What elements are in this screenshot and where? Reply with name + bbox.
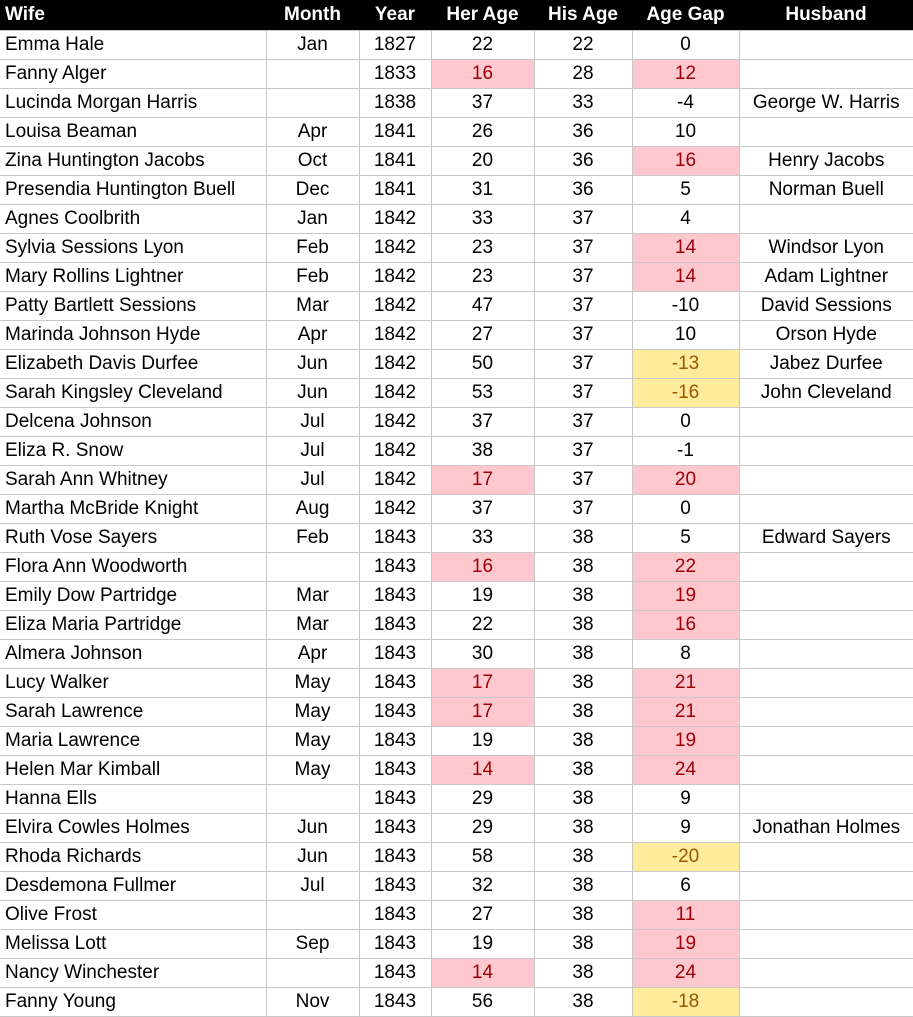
cell-her-age[interactable]: 17 <box>431 465 534 494</box>
table-row <box>0 262 913 291</box>
cell-husband[interactable] <box>739 552 913 581</box>
cell-his-age[interactable]: 37 <box>534 262 632 291</box>
cell-wife[interactable]: Eliza R. Snow <box>0 436 266 465</box>
cell-her-age[interactable]: 26 <box>431 117 534 146</box>
cell-month[interactable]: Jul <box>266 871 359 900</box>
cell-her-age[interactable]: 29 <box>431 784 534 813</box>
cell-his-age[interactable]: 38 <box>534 900 632 929</box>
table-row <box>0 378 913 407</box>
table-row <box>0 900 913 929</box>
table-header <box>0 0 913 30</box>
cell-his-age[interactable]: 36 <box>534 175 632 204</box>
header-his-age[interactable]: His Age <box>547 3 619 25</box>
cell-year[interactable]: 1843 <box>359 871 431 900</box>
cell-age-gap[interactable]: 4 <box>632 204 739 233</box>
cell-husband[interactable]: Jonathan Holmes <box>739 813 913 842</box>
cell-her-age[interactable]: 17 <box>431 697 534 726</box>
cell-her-age[interactable]: 29 <box>431 813 534 842</box>
cell-wife[interactable]: Patty Bartlett Sessions <box>0 291 266 320</box>
cell-his-age[interactable]: 33 <box>534 88 632 117</box>
cell-his-age[interactable]: 28 <box>534 59 632 88</box>
cell-wife[interactable]: Elvira Cowles Holmes <box>0 813 266 842</box>
cell-her-age[interactable]: 37 <box>431 494 534 523</box>
cell-husband[interactable]: Norman Buell <box>739 175 913 204</box>
header-year[interactable]: Year <box>374 3 416 25</box>
table-row <box>0 204 913 233</box>
cell-year[interactable]: 1827 <box>359 30 431 59</box>
cell-her-age[interactable]: 47 <box>431 291 534 320</box>
cell-his-age[interactable]: 38 <box>534 639 632 668</box>
cell-month[interactable]: Feb <box>266 233 359 262</box>
cell-month[interactable] <box>266 958 359 987</box>
cell-month[interactable]: Mar <box>266 581 359 610</box>
cell-husband[interactable]: George W. Harris <box>739 88 913 117</box>
table-row <box>0 842 913 871</box>
table-row <box>0 726 913 755</box>
cell-month[interactable]: Mar <box>266 610 359 639</box>
table-row <box>0 871 913 900</box>
table-row <box>0 987 913 1016</box>
table-row <box>0 639 913 668</box>
cell-age-gap[interactable]: 21 <box>632 697 739 726</box>
cell-her-age[interactable]: 38 <box>431 436 534 465</box>
cell-wife[interactable]: Nancy Winchester <box>0 958 266 987</box>
cell-wife[interactable]: Marinda Johnson Hyde <box>0 320 266 349</box>
cell-wife[interactable]: Emma Hale <box>0 30 266 59</box>
cell-husband[interactable] <box>739 59 913 88</box>
cell-month[interactable]: Jun <box>266 349 359 378</box>
table-row <box>0 320 913 349</box>
cell-his-age[interactable]: 37 <box>534 407 632 436</box>
cell-month[interactable] <box>266 552 359 581</box>
cell-wife[interactable]: Lucy Walker <box>0 668 266 697</box>
cell-husband[interactable] <box>739 958 913 987</box>
cell-his-age[interactable]: 37 <box>534 494 632 523</box>
cell-wife[interactable]: Hanna Ells <box>0 784 266 813</box>
cell-wife[interactable]: Helen Mar Kimball <box>0 755 266 784</box>
cell-husband[interactable] <box>739 30 913 59</box>
cell-husband[interactable] <box>739 407 913 436</box>
cell-age-gap[interactable]: 20 <box>632 465 739 494</box>
table-row <box>0 88 913 117</box>
cell-year[interactable]: 1842 <box>359 291 431 320</box>
cell-year[interactable]: 1843 <box>359 842 431 871</box>
cell-wife[interactable]: Agnes Coolbrith <box>0 204 266 233</box>
cell-age-gap[interactable]: 19 <box>632 929 739 958</box>
cell-wife[interactable]: Sarah Kingsley Cleveland <box>0 378 266 407</box>
cell-husband[interactable] <box>739 726 913 755</box>
cell-her-age[interactable]: 16 <box>431 552 534 581</box>
cell-his-age[interactable]: 38 <box>534 581 632 610</box>
table-row <box>0 233 913 262</box>
cell-her-age[interactable]: 30 <box>431 639 534 668</box>
cell-her-age[interactable]: 53 <box>431 378 534 407</box>
cell-husband[interactable]: David Sessions <box>739 291 913 320</box>
cell-wife[interactable]: Martha McBride Knight <box>0 494 266 523</box>
cell-husband[interactable] <box>739 668 913 697</box>
cell-age-gap[interactable]: 21 <box>632 668 739 697</box>
cell-age-gap[interactable]: 14 <box>632 233 739 262</box>
cell-his-age[interactable]: 38 <box>534 668 632 697</box>
table-row <box>0 755 913 784</box>
cell-month[interactable]: Jun <box>266 813 359 842</box>
cell-husband[interactable] <box>739 465 913 494</box>
cell-husband[interactable]: Jabez Durfee <box>739 349 913 378</box>
cell-his-age[interactable]: 38 <box>534 784 632 813</box>
cell-year[interactable]: 1842 <box>359 494 431 523</box>
cell-his-age[interactable]: 38 <box>534 929 632 958</box>
cell-husband[interactable] <box>739 639 913 668</box>
cell-month[interactable]: Jul <box>266 436 359 465</box>
cell-husband[interactable] <box>739 204 913 233</box>
cell-his-age[interactable]: 38 <box>534 726 632 755</box>
cell-age-gap[interactable]: 10 <box>632 117 739 146</box>
cell-his-age[interactable]: 38 <box>534 697 632 726</box>
cell-husband[interactable]: John Cleveland <box>739 378 913 407</box>
cell-year[interactable]: 1843 <box>359 726 431 755</box>
cell-wife[interactable]: Lucinda Morgan Harris <box>0 88 266 117</box>
header-month[interactable]: Month <box>284 3 341 25</box>
cell-year[interactable]: 1843 <box>359 523 431 552</box>
cell-his-age[interactable]: 37 <box>534 204 632 233</box>
cell-wife[interactable]: Flora Ann Woodworth <box>0 552 266 581</box>
cell-age-gap[interactable]: 12 <box>632 59 739 88</box>
cell-year[interactable]: 1842 <box>359 233 431 262</box>
cell-her-age[interactable]: 33 <box>431 523 534 552</box>
cell-husband[interactable] <box>739 494 913 523</box>
cell-husband[interactable] <box>739 929 913 958</box>
table-row <box>0 436 913 465</box>
table-row <box>0 523 913 552</box>
cell-year[interactable]: 1833 <box>359 59 431 88</box>
cell-wife[interactable]: Sarah Lawrence <box>0 697 266 726</box>
cell-year[interactable]: 1843 <box>359 813 431 842</box>
cell-wife[interactable]: Eliza Maria Partridge <box>0 610 266 639</box>
cell-husband[interactable] <box>739 610 913 639</box>
cell-wife[interactable]: Maria Lawrence <box>0 726 266 755</box>
cell-his-age[interactable]: 38 <box>534 813 632 842</box>
cell-month[interactable]: Aug <box>266 494 359 523</box>
cell-wife[interactable]: Emily Dow Partridge <box>0 581 266 610</box>
cell-age-gap[interactable]: 24 <box>632 755 739 784</box>
cell-year[interactable]: 1842 <box>359 320 431 349</box>
cell-her-age[interactable]: 19 <box>431 581 534 610</box>
cell-year[interactable]: 1843 <box>359 755 431 784</box>
cell-month[interactable]: Apr <box>266 639 359 668</box>
cell-age-gap[interactable]: 11 <box>632 900 739 929</box>
cell-her-age[interactable]: 56 <box>431 987 534 1016</box>
cell-month[interactable] <box>266 900 359 929</box>
cell-year[interactable]: 1843 <box>359 639 431 668</box>
table-row <box>0 610 913 639</box>
cell-husband[interactable] <box>739 117 913 146</box>
cell-wife[interactable]: Olive Frost <box>0 900 266 929</box>
table-row <box>0 697 913 726</box>
cell-husband[interactable] <box>739 436 913 465</box>
table-row <box>0 668 913 697</box>
cell-month[interactable]: Jun <box>266 378 359 407</box>
table-row <box>0 552 913 581</box>
cell-month[interactable]: May <box>266 726 359 755</box>
cell-month[interactable]: Feb <box>266 262 359 291</box>
cell-wife[interactable]: Sarah Ann Whitney <box>0 465 266 494</box>
cell-year[interactable]: 1843 <box>359 581 431 610</box>
cell-year[interactable]: 1843 <box>359 987 431 1016</box>
cell-age-gap[interactable]: 6 <box>632 871 739 900</box>
cell-month[interactable]: Mar <box>266 291 359 320</box>
cell-month[interactable]: Oct <box>266 146 359 175</box>
cell-year[interactable]: 1841 <box>359 117 431 146</box>
cell-his-age[interactable]: 37 <box>534 320 632 349</box>
cell-husband[interactable] <box>739 900 913 929</box>
table-row <box>0 958 913 987</box>
cell-her-age[interactable]: 27 <box>431 900 534 929</box>
cell-month[interactable]: Apr <box>266 320 359 349</box>
header-her-age[interactable]: Her Age <box>446 3 519 25</box>
cell-age-gap[interactable]: -13 <box>632 349 739 378</box>
cell-year[interactable]: 1843 <box>359 610 431 639</box>
cell-age-gap[interactable]: 9 <box>632 784 739 813</box>
cell-month[interactable]: May <box>266 755 359 784</box>
cell-his-age[interactable]: 37 <box>534 378 632 407</box>
cell-month[interactable]: Jun <box>266 842 359 871</box>
cell-his-age[interactable]: 36 <box>534 146 632 175</box>
table-row <box>0 407 913 436</box>
cell-age-gap[interactable]: 0 <box>632 494 739 523</box>
cell-his-age[interactable]: 38 <box>534 958 632 987</box>
cell-wife[interactable]: Ruth Vose Sayers <box>0 523 266 552</box>
table-row <box>0 59 913 88</box>
cell-wife[interactable]: Zina Huntington Jacobs <box>0 146 266 175</box>
cell-year[interactable]: 1843 <box>359 900 431 929</box>
cell-wife[interactable]: Louisa Beaman <box>0 117 266 146</box>
table-row <box>0 146 913 175</box>
cell-year[interactable]: 1842 <box>359 436 431 465</box>
cell-husband[interactable] <box>739 697 913 726</box>
cell-age-gap[interactable]: 5 <box>632 175 739 204</box>
cell-year[interactable]: 1842 <box>359 407 431 436</box>
cell-his-age[interactable]: 38 <box>534 610 632 639</box>
cell-her-age[interactable]: 50 <box>431 349 534 378</box>
cell-age-gap[interactable]: -4 <box>632 88 739 117</box>
cell-year[interactable]: 1841 <box>359 146 431 175</box>
cell-her-age[interactable]: 14 <box>431 755 534 784</box>
cell-his-age[interactable]: 38 <box>534 871 632 900</box>
cell-husband[interactable]: Windsor Lyon <box>739 233 913 262</box>
cell-year[interactable]: 1842 <box>359 204 431 233</box>
cell-age-gap[interactable]: 14 <box>632 262 739 291</box>
cell-his-age[interactable]: 36 <box>534 117 632 146</box>
header-wife[interactable]: Wife <box>5 3 45 25</box>
cell-year[interactable]: 1843 <box>359 697 431 726</box>
cell-month[interactable]: Apr <box>266 117 359 146</box>
cell-month[interactable]: Sep <box>266 929 359 958</box>
table-row <box>0 581 913 610</box>
cell-wife[interactable]: Rhoda Richards <box>0 842 266 871</box>
cell-his-age[interactable]: 38 <box>534 842 632 871</box>
cell-age-gap[interactable]: -18 <box>632 987 739 1016</box>
cell-her-age[interactable]: 27 <box>431 320 534 349</box>
table-row <box>0 30 913 59</box>
cell-husband[interactable]: Adam Lightner <box>739 262 913 291</box>
cell-year[interactable]: 1843 <box>359 958 431 987</box>
cell-month[interactable]: Dec <box>266 175 359 204</box>
cell-her-age[interactable]: 33 <box>431 204 534 233</box>
cell-her-age[interactable]: 32 <box>431 871 534 900</box>
cell-her-age[interactable]: 31 <box>431 175 534 204</box>
cell-wife[interactable]: Fanny Alger <box>0 59 266 88</box>
header-husband[interactable]: Husband <box>785 3 867 25</box>
cell-age-gap[interactable]: -16 <box>632 378 739 407</box>
cell-his-age[interactable]: 37 <box>534 349 632 378</box>
table-row <box>0 175 913 204</box>
cell-age-gap[interactable]: 8 <box>632 639 739 668</box>
cell-age-gap[interactable]: 5 <box>632 523 739 552</box>
cell-year[interactable]: 1838 <box>359 88 431 117</box>
cell-wife[interactable]: Mary Rollins Lightner <box>0 262 266 291</box>
cell-her-age[interactable]: 23 <box>431 233 534 262</box>
cell-month[interactable]: Jan <box>266 30 359 59</box>
cell-month[interactable]: Jul <box>266 407 359 436</box>
cell-wife[interactable]: Presendia Huntington Buell <box>0 175 266 204</box>
cell-her-age[interactable]: 37 <box>431 88 534 117</box>
cell-his-age[interactable]: 37 <box>534 233 632 262</box>
cell-husband[interactable] <box>739 755 913 784</box>
cell-month[interactable]: May <box>266 697 359 726</box>
cell-husband[interactable]: Orson Hyde <box>739 320 913 349</box>
cell-month[interactable]: Jul <box>266 465 359 494</box>
cell-year[interactable]: 1843 <box>359 552 431 581</box>
cell-wife[interactable]: Fanny Young <box>0 987 266 1016</box>
cell-his-age[interactable]: 37 <box>534 436 632 465</box>
cell-year[interactable]: 1843 <box>359 784 431 813</box>
cell-age-gap[interactable]: 10 <box>632 320 739 349</box>
cell-wife[interactable]: Melissa Lott <box>0 929 266 958</box>
cell-her-age[interactable]: 37 <box>431 407 534 436</box>
cell-age-gap[interactable]: 19 <box>632 726 739 755</box>
cell-husband[interactable]: Henry Jacobs <box>739 146 913 175</box>
cell-wife[interactable]: Desdemona Fullmer <box>0 871 266 900</box>
cell-her-age[interactable]: 17 <box>431 668 534 697</box>
table-row <box>0 349 913 378</box>
cell-age-gap[interactable]: 0 <box>632 407 739 436</box>
cell-his-age[interactable]: 38 <box>534 987 632 1016</box>
cell-her-age[interactable]: 22 <box>431 30 534 59</box>
cell-age-gap[interactable]: 9 <box>632 813 739 842</box>
header-row <box>0 0 913 30</box>
cell-month[interactable] <box>266 784 359 813</box>
cell-age-gap[interactable]: 16 <box>632 146 739 175</box>
table-row <box>0 117 913 146</box>
cell-age-gap[interactable]: -20 <box>632 842 739 871</box>
cell-his-age[interactable]: 38 <box>534 523 632 552</box>
table-row <box>0 784 913 813</box>
cell-her-age[interactable]: 22 <box>431 610 534 639</box>
table-row <box>0 465 913 494</box>
cell-year[interactable]: 1843 <box>359 929 431 958</box>
table-row <box>0 929 913 958</box>
header-age-gap[interactable]: Age Gap <box>646 3 725 25</box>
cell-his-age[interactable]: 22 <box>534 30 632 59</box>
cell-husband[interactable]: Edward Sayers <box>739 523 913 552</box>
cell-age-gap[interactable]: 0 <box>632 30 739 59</box>
cell-year[interactable]: 1842 <box>359 262 431 291</box>
cell-age-gap[interactable]: -10 <box>632 291 739 320</box>
cell-year[interactable]: 1842 <box>359 465 431 494</box>
table-body <box>0 30 913 1016</box>
cell-wife[interactable]: Elizabeth Davis Durfee <box>0 349 266 378</box>
cell-her-age[interactable]: 19 <box>431 929 534 958</box>
cell-his-age[interactable]: 37 <box>534 291 632 320</box>
cell-age-gap[interactable]: 16 <box>632 610 739 639</box>
cell-age-gap[interactable]: 19 <box>632 581 739 610</box>
cell-her-age[interactable]: 20 <box>431 146 534 175</box>
cell-month[interactable] <box>266 88 359 117</box>
cell-month[interactable] <box>266 59 359 88</box>
cell-her-age[interactable]: 58 <box>431 842 534 871</box>
cell-his-age[interactable]: 38 <box>534 755 632 784</box>
cell-his-age[interactable]: 37 <box>534 465 632 494</box>
cell-husband[interactable] <box>739 871 913 900</box>
cell-age-gap[interactable]: -1 <box>632 436 739 465</box>
table-row <box>0 813 913 842</box>
cell-age-gap[interactable]: 22 <box>632 552 739 581</box>
cell-her-age[interactable]: 16 <box>431 59 534 88</box>
table-row <box>0 494 913 523</box>
cell-month[interactable]: Jan <box>266 204 359 233</box>
cell-year[interactable]: 1841 <box>359 175 431 204</box>
cell-her-age[interactable]: 23 <box>431 262 534 291</box>
table-row <box>0 291 913 320</box>
cell-husband[interactable] <box>739 784 913 813</box>
cell-husband[interactable] <box>739 842 913 871</box>
cell-his-age[interactable]: 38 <box>534 552 632 581</box>
cell-her-age[interactable]: 19 <box>431 726 534 755</box>
cell-husband[interactable] <box>739 581 913 610</box>
cell-wife[interactable]: Sylvia Sessions Lyon <box>0 233 266 262</box>
cell-year[interactable]: 1842 <box>359 349 431 378</box>
cell-month[interactable]: Feb <box>266 523 359 552</box>
cell-husband[interactable] <box>739 987 913 1016</box>
cell-month[interactable]: May <box>266 668 359 697</box>
cell-year[interactable]: 1842 <box>359 378 431 407</box>
cell-age-gap[interactable]: 24 <box>632 958 739 987</box>
cell-month[interactable]: Nov <box>266 987 359 1016</box>
cell-wife[interactable]: Delcena Johnson <box>0 407 266 436</box>
cell-year[interactable]: 1843 <box>359 668 431 697</box>
cell-her-age[interactable]: 14 <box>431 958 534 987</box>
cell-wife[interactable]: Almera Johnson <box>0 639 266 668</box>
